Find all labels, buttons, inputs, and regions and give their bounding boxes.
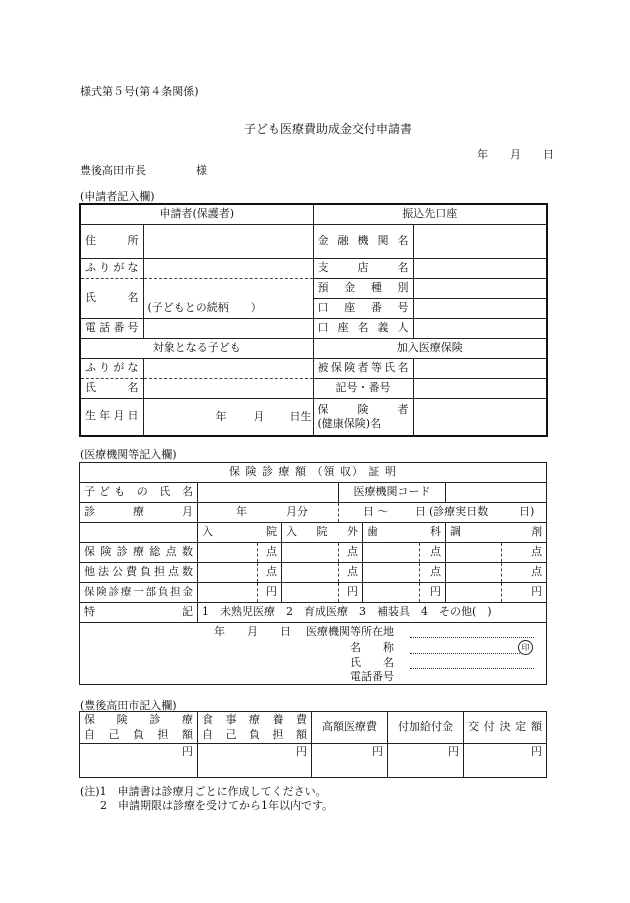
furigana-field[interactable] <box>143 258 313 278</box>
medical-header: 保 険 診 療 額 （領 収） 証 明 <box>80 463 547 483</box>
name-label: 氏 名 <box>80 278 143 318</box>
inpatient-copay[interactable] <box>198 583 258 603</box>
col-inpatient: 入 院 <box>198 523 282 543</box>
insured-name-field[interactable] <box>413 358 547 378</box>
form-number: 様式第５号(第４条関係) <box>80 85 199 98</box>
symbol-number-label: 記号・番号 <box>313 378 413 398</box>
col-dental: 歯 科 <box>363 523 446 543</box>
bank-name-label: 金融機関名 <box>313 224 413 258</box>
treatment-year-unit: 年 <box>236 505 247 518</box>
page-title: 子ども医療費助成金交付申請書 <box>244 122 413 136</box>
treatment-days-field[interactable] <box>339 503 547 523</box>
row-public-points: 他法公費負担点数 <box>80 563 198 583</box>
outpatient-public[interactable] <box>282 563 339 583</box>
child-name-medical-label: 子ども の 氏 名 <box>80 483 198 503</box>
city-col-decision: 交付決定額 <box>464 712 547 744</box>
city-table <box>79 711 547 778</box>
child-name-medical-field[interactable] <box>198 483 339 503</box>
row-copay: 保険診療一部負担金 <box>80 583 198 603</box>
account-number-label: 口座番号 <box>313 298 413 318</box>
seal-icon: 印 <box>518 640 533 655</box>
unit-yen: 円 <box>448 745 459 758</box>
birthdate-label: 生年月日 <box>80 398 143 436</box>
city-col-insurance-copay-bottom: 自 己 負 担 額 <box>84 727 193 741</box>
unit-yen: 円 <box>502 583 547 603</box>
city-section-label: (豊後高田市記入欄) <box>80 699 177 712</box>
treatment-month-field[interactable] <box>198 503 339 523</box>
city-col-meal-copay-top: 食 事 療 養 費 <box>202 713 307 727</box>
institution-code-label: 医療機関コード <box>339 483 446 503</box>
pharmacy-copay[interactable] <box>446 583 502 603</box>
certification-block <box>80 623 547 685</box>
birth-day-label: 日生 <box>289 409 312 423</box>
unit-point: 点 <box>258 563 282 583</box>
relation-note: (子どもとの続柄 ） <box>147 300 262 314</box>
child-furigana-field[interactable] <box>143 358 313 378</box>
branch-label: 支 店 名 <box>313 258 413 278</box>
account-holder-label: 口座名義人 <box>313 318 413 338</box>
unit-point: 点 <box>502 563 547 583</box>
certification-date: 年 月 日 <box>214 625 291 638</box>
treatment-month-unit: 月分 <box>286 505 308 518</box>
city-high-cost-field[interactable] <box>312 744 388 778</box>
unit-yen: 円 <box>296 745 307 758</box>
child-name-field[interactable] <box>143 378 313 398</box>
dental-points[interactable] <box>363 543 420 563</box>
unit-point: 点 <box>420 543 446 563</box>
unit-point: 点 <box>258 543 282 563</box>
unit-yen: 円 <box>531 745 542 758</box>
branch-field[interactable] <box>413 258 547 278</box>
city-col-additional: 付加給付金 <box>388 712 464 744</box>
institution-name-label: 名 称 <box>350 641 394 654</box>
date-month-label: 月 <box>510 148 521 161</box>
unit-point: 点 <box>502 543 547 563</box>
outpatient-points[interactable] <box>282 543 339 563</box>
unit-point: 点 <box>420 563 446 583</box>
inpatient-points[interactable] <box>198 543 258 563</box>
birth-month-label: 月 <box>253 409 265 423</box>
treatment-month-label: 診 療 月 <box>80 503 198 523</box>
date-year-label: 年 <box>477 148 488 161</box>
date-day-label: 日 <box>543 148 554 161</box>
institution-code-field[interactable] <box>446 483 547 503</box>
dental-copay[interactable] <box>363 583 420 603</box>
inpatient-public[interactable] <box>198 563 258 583</box>
pharmacy-public[interactable] <box>446 563 502 583</box>
medical-section-label: (医療機関等記入欄) <box>80 448 177 461</box>
deposit-type-label: 預金種別 <box>313 278 413 298</box>
unit-point: 点 <box>339 543 363 563</box>
symbol-number-field[interactable] <box>413 378 547 398</box>
unit-point: 点 <box>339 563 363 583</box>
representative-name-label: 氏 名 <box>350 656 394 669</box>
institution-address-label: 医療機関等所在地 <box>306 625 394 638</box>
blank-corner <box>80 523 198 543</box>
addressee: 豊後高田市長 <box>80 164 146 177</box>
city-meal-copay-field[interactable] <box>198 744 312 778</box>
insurer-label <box>313 398 413 436</box>
medical-table <box>79 462 547 685</box>
col-pharmacy: 調 剤 <box>446 523 547 543</box>
unit-yen: 円 <box>372 745 383 758</box>
unit-yen: 円 <box>420 583 446 603</box>
furigana-label: ふりがな <box>80 258 143 278</box>
real-days-end: 日) <box>519 505 535 518</box>
city-insurance-copay-field[interactable] <box>80 744 198 778</box>
real-days-label: (診療実日数 <box>429 505 489 518</box>
day-to-label: 日 <box>415 505 426 518</box>
insurer-field[interactable] <box>413 398 547 436</box>
phone-label: 電話番号 <box>80 318 143 338</box>
birthdate-field[interactable] <box>143 398 313 436</box>
account-holder-field[interactable] <box>413 318 547 338</box>
institution-phone-label: 電話番号 <box>350 670 394 683</box>
child-header: 対象となる子ども <box>80 338 313 358</box>
city-additional-field[interactable] <box>388 744 464 778</box>
addressee-honorific: 様 <box>196 164 207 177</box>
address-field[interactable] <box>143 224 313 258</box>
insured-name-label: 被保険者等氏名 <box>313 358 413 378</box>
city-col-insurance-copay-top: 保 険 診 療 <box>84 713 193 727</box>
special-notes-options[interactable]: 1 未熟児医療 2 育成医療 3 補装具 4 その他( ) <box>198 603 547 623</box>
representative-name-line[interactable] <box>410 668 534 669</box>
address-label: 住 所 <box>80 224 143 258</box>
applicant-table <box>79 203 548 437</box>
unit-yen: 円 <box>339 583 363 603</box>
city-decision-field[interactable] <box>464 744 547 778</box>
account-number-field[interactable] <box>413 298 547 318</box>
unit-yen: 円 <box>258 583 282 603</box>
dental-public[interactable] <box>363 563 420 583</box>
phone-field[interactable] <box>143 318 313 338</box>
city-col-meal-copay-bottom: 自 己 負 担 額 <box>202 727 307 741</box>
row-total-points: 保険診療総点数 <box>80 543 198 563</box>
col-outpatient: 入 院 外 <box>282 523 363 543</box>
insurer-label-top: 保 険 者 <box>317 403 409 416</box>
note-1: (注)1 申請書は診療月ごとに作成してください。 <box>80 785 327 798</box>
city-col-high-cost: 高額医療費 <box>312 712 388 744</box>
institution-address-line[interactable] <box>410 637 534 638</box>
institution-name-line[interactable] <box>410 653 520 654</box>
day-from-label: 日 ～ <box>363 505 389 518</box>
birth-year-label: 年 <box>215 409 227 423</box>
applicant-header: 申請者(保護者) <box>80 204 313 224</box>
outpatient-copay[interactable] <box>282 583 339 603</box>
insurer-label-bottom: (健康保険)名 <box>317 416 382 430</box>
special-notes-label: 特 記 <box>80 603 198 623</box>
child-name-label: 氏 名 <box>80 378 143 398</box>
unit-yen: 円 <box>182 745 193 758</box>
applicant-section-label: (申請者記入欄) <box>80 190 155 203</box>
bank-name-field[interactable] <box>413 224 547 258</box>
city-col-meal-copay <box>198 712 312 744</box>
name-field[interactable] <box>143 278 313 318</box>
deposit-type-field[interactable] <box>413 278 547 298</box>
note-2: 2 申請期限は診療を受けてから1年以内です。 <box>100 799 334 812</box>
city-col-insurance-copay <box>80 712 198 744</box>
bank-account-header: 振込先口座 <box>313 204 547 224</box>
insurance-header: 加入医療保険 <box>313 338 547 358</box>
child-furigana-label: ふりがな <box>80 358 143 378</box>
pharmacy-points[interactable] <box>446 543 502 563</box>
